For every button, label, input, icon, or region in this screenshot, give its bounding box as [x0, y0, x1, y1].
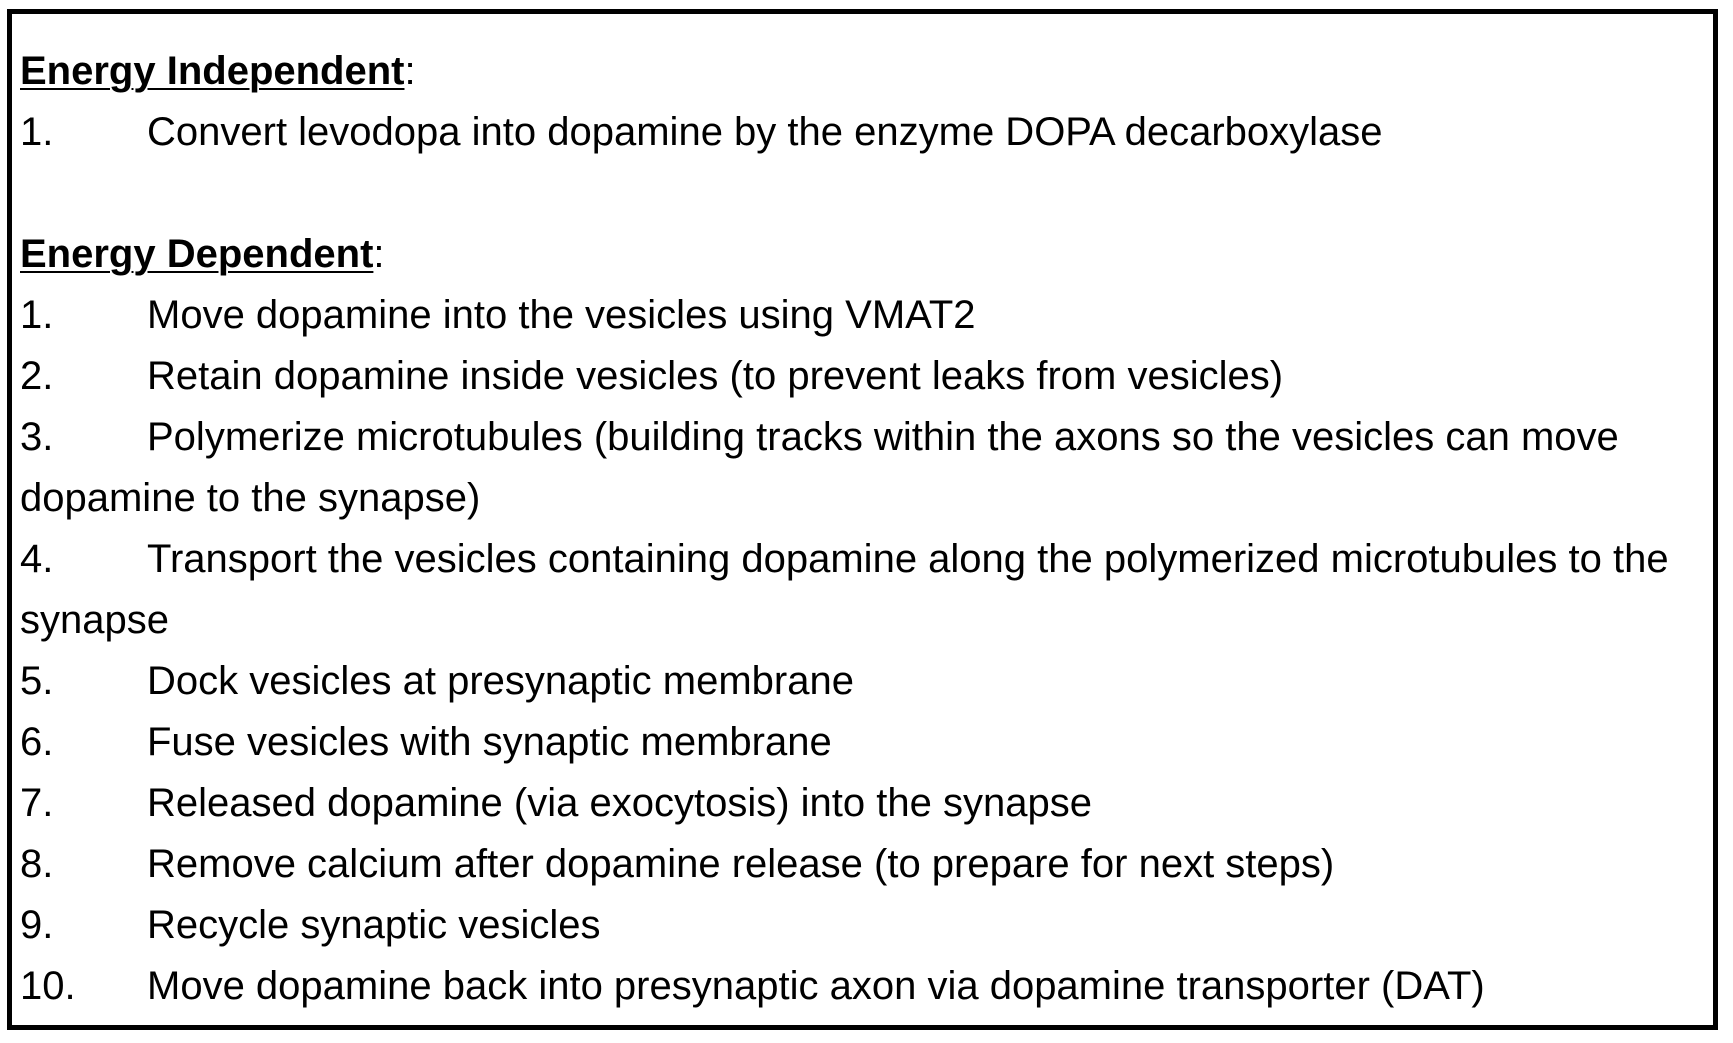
item-number: 10. — [20, 964, 76, 1008]
item-number: 5. — [20, 659, 54, 703]
heading-text: Energy Independent — [20, 49, 405, 93]
item-text: Recycle synaptic vesicles — [147, 903, 601, 947]
item-number: 2. — [20, 354, 54, 398]
item-text: Dock vesicles at presynaptic membrane — [147, 659, 854, 703]
heading-text: Energy Dependent — [20, 232, 374, 276]
list-item — [20, 407, 1713, 529]
list-item — [20, 651, 1713, 712]
content-box — [7, 9, 1718, 1030]
item-number: 4. — [20, 537, 54, 581]
item-text: Fuse vesicles with synaptic membrane — [147, 720, 832, 764]
item-number: 1. — [20, 293, 54, 337]
item-number: 6. — [20, 720, 54, 764]
item-number: 7. — [20, 781, 54, 825]
list-item — [20, 346, 1713, 407]
list-item — [20, 773, 1713, 834]
item-text: Convert levodopa into dopamine by the enzyme DOPA decarboxylase — [147, 110, 1383, 154]
list-item — [20, 712, 1713, 773]
item-number: 1. — [20, 110, 54, 154]
list-item — [20, 834, 1713, 895]
item-number: 8. — [20, 842, 54, 886]
list-item — [20, 285, 1713, 346]
list-item — [20, 895, 1713, 956]
section-heading-energy-independent — [20, 41, 1713, 102]
item-text: Transport the vesicles containing dopamine along the polymerized microtubules to the synapse — [20, 537, 1680, 642]
item-text: Released dopamine (via exocytosis) into the synapse — [147, 781, 1092, 825]
heading-colon: : — [373, 232, 385, 276]
list-item — [20, 529, 1713, 651]
section-heading-energy-dependent — [20, 224, 1713, 285]
item-number: 3. — [20, 415, 54, 459]
item-text: Move dopamine into the vesicles using VMAT2 — [147, 293, 976, 337]
section-spacer — [20, 163, 1713, 224]
heading-colon: : — [404, 49, 416, 93]
list-item — [20, 956, 1713, 1017]
item-text: Move dopamine back into presynaptic axon via dopamine transporter (DAT) — [147, 964, 1485, 1008]
item-text: Retain dopamine inside vesicles (to prevent leaks from vesicles) — [147, 354, 1284, 398]
list-item — [20, 102, 1713, 163]
item-text: Remove calcium after dopamine release (to prepare for next steps) — [147, 842, 1335, 886]
item-text: Polymerize microtubules (building tracks within the axons so the vesicles can move dopamine to the synapse) — [20, 415, 1630, 520]
item-number: 9. — [20, 903, 54, 947]
